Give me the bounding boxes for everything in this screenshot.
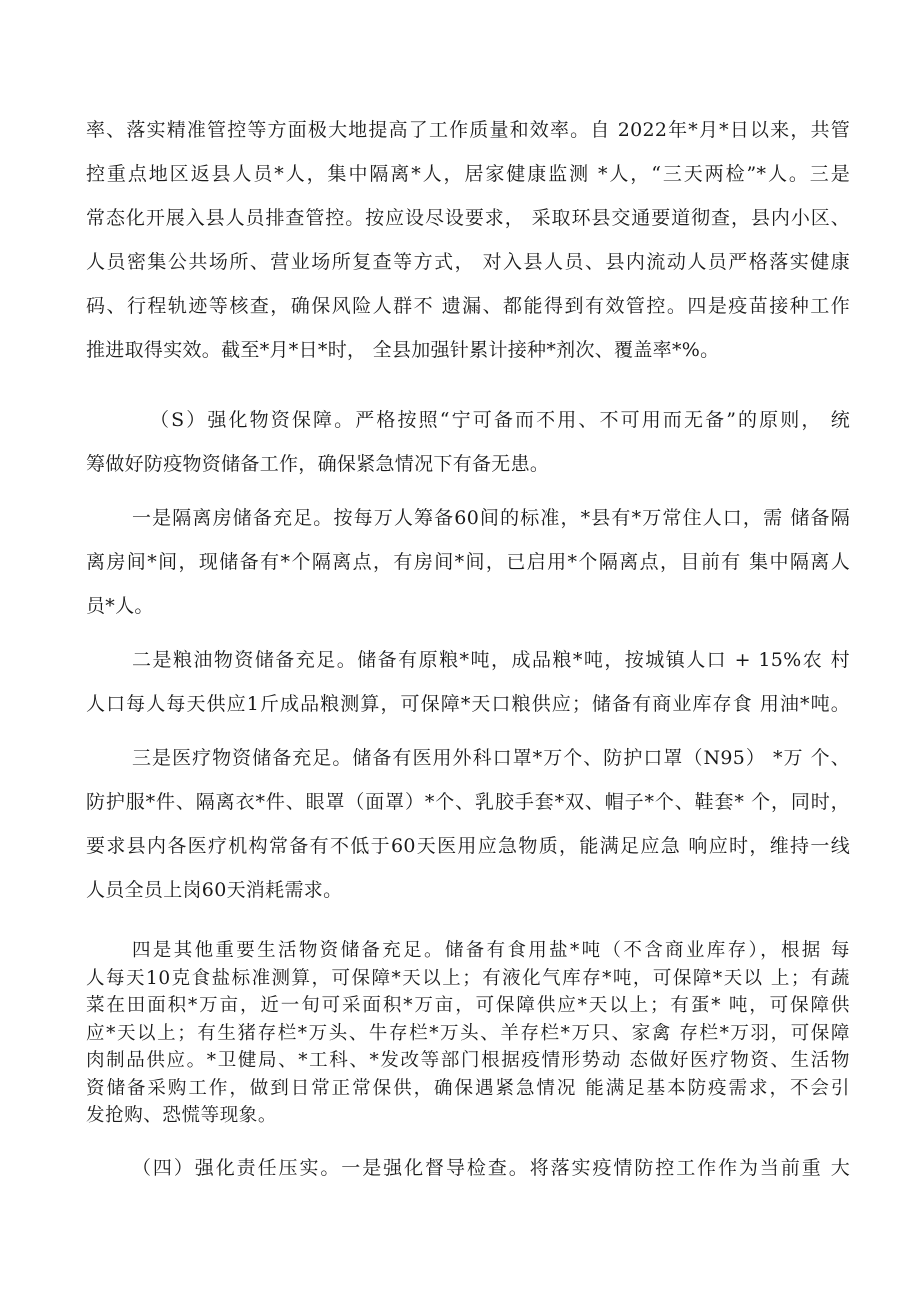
text-line: 离房间*间，现储备有*个隔离点，有房间*间，已启用*个隔离点，目前有 集中隔离人 bbox=[86, 551, 850, 573]
paragraph-6 bbox=[86, 937, 850, 1130]
paragraph-3 bbox=[86, 496, 850, 628]
paragraph-4 bbox=[86, 638, 850, 726]
paragraph-7 bbox=[86, 1146, 850, 1190]
text-line: 人口每人每天供应1斤成品粮测算，可保障*天口粮供应；储备有商业库存食 用油*吨。 bbox=[86, 693, 850, 715]
paragraph-1 bbox=[86, 108, 850, 372]
text-line: 二是粮油物资储备充足。储备有原粮*吨，成品粮*吨，按城镇人口 + 15%农 村 bbox=[132, 649, 850, 671]
text-line: 控重点地区返县人员*人，集中隔离*人，居家健康监测 *人，“三天两检”*人。三是 bbox=[86, 163, 850, 185]
text-line: （S）强化物资保障。严格按照“宁可备而不用、不可用而无备”的原则， 统 bbox=[150, 409, 850, 431]
text-line: （四）强化责任压实。一是强化督导检查。将落实疫情防控工作作为当前重 大 bbox=[132, 1157, 850, 1179]
text-line: 筹做好防疫物资储备工作，确保紧急情况下有备无患。 bbox=[86, 453, 550, 475]
text-line: 发抢购、恐慌等现象。 bbox=[86, 1105, 278, 1126]
text-line: 常态化开展入县人员排查管控。按应设尽设要求， 采取环县交通要道彻查，县内小区、 bbox=[86, 207, 850, 229]
text-line: 一是隔离房储备充足。按每万人筹备60间的标准，*县有*万常住人口，需 储备隔 bbox=[132, 507, 850, 529]
text-line: 人员密集公共场所、营业场所复查等方式， 对入县人员、县内流动人员严格落实健康 bbox=[86, 251, 850, 273]
text-line: 四是其他重要生活物资储备充足。储备有食用盐*吨（不含商业库存），根据 每 bbox=[132, 940, 850, 961]
text-line: 资储备采购工作，做到日常正常保供，确保遇紧急情况 能满足基本防疫需求，不会引 bbox=[86, 1077, 850, 1099]
text-line: 防护服*件、隔离衣*件、眼罩（面罩）*个、乳胶手套*双、帽子*个、鞋套* 个，同时， bbox=[86, 791, 850, 813]
paragraph-2 bbox=[86, 398, 850, 486]
text-line: 率、落实精准管控等方面极大地提高了工作质量和效率。自 2022年*月*日以来，共管 bbox=[86, 119, 850, 141]
text-line: 要求县内各医疗机构常备有不低于60天医用应急物质，能满足应急 响应时，维持一线 bbox=[86, 835, 850, 857]
text-line: 三是医疗物资储备充足。储备有医用外科口罩*万个、防护口罩（N95） *万 个、 bbox=[132, 747, 850, 769]
text-line: 员*人。 bbox=[86, 595, 154, 617]
text-line: 推进取得实效。截至*月*日*时， 全县加强针累计接种*剂次、覆盖率*%。 bbox=[86, 339, 720, 361]
text-line: 肉制品供应。*卫健局、*工科、*发改等部门根据疫情形势动 态做好医疗物资、生活物 bbox=[86, 1050, 850, 1071]
text-line: 码、行程轨迹等核查，确保风险人群不 遗漏、都能得到有效管控。四是疫苗接种工作 bbox=[86, 295, 850, 317]
text-line: 人每天10克食盐标准测算，可保障*天以上；有液化气库存*吨，可保障*天以 上；有蔬 bbox=[86, 967, 850, 989]
text-line: 菜在田面积*万亩，近一旬可采面积*万亩，可保障供应*天以上；有蛋* 吨，可保障供 bbox=[86, 995, 850, 1016]
text-line: 人员全员上岗60天消耗需求。 bbox=[86, 879, 343, 901]
text-line: 应*天以上；有生猪存栏*万头、牛存栏*万头、羊存栏*万只、家禽 存栏*万羽，可保障 bbox=[86, 1022, 850, 1044]
paragraph-5 bbox=[86, 736, 850, 912]
